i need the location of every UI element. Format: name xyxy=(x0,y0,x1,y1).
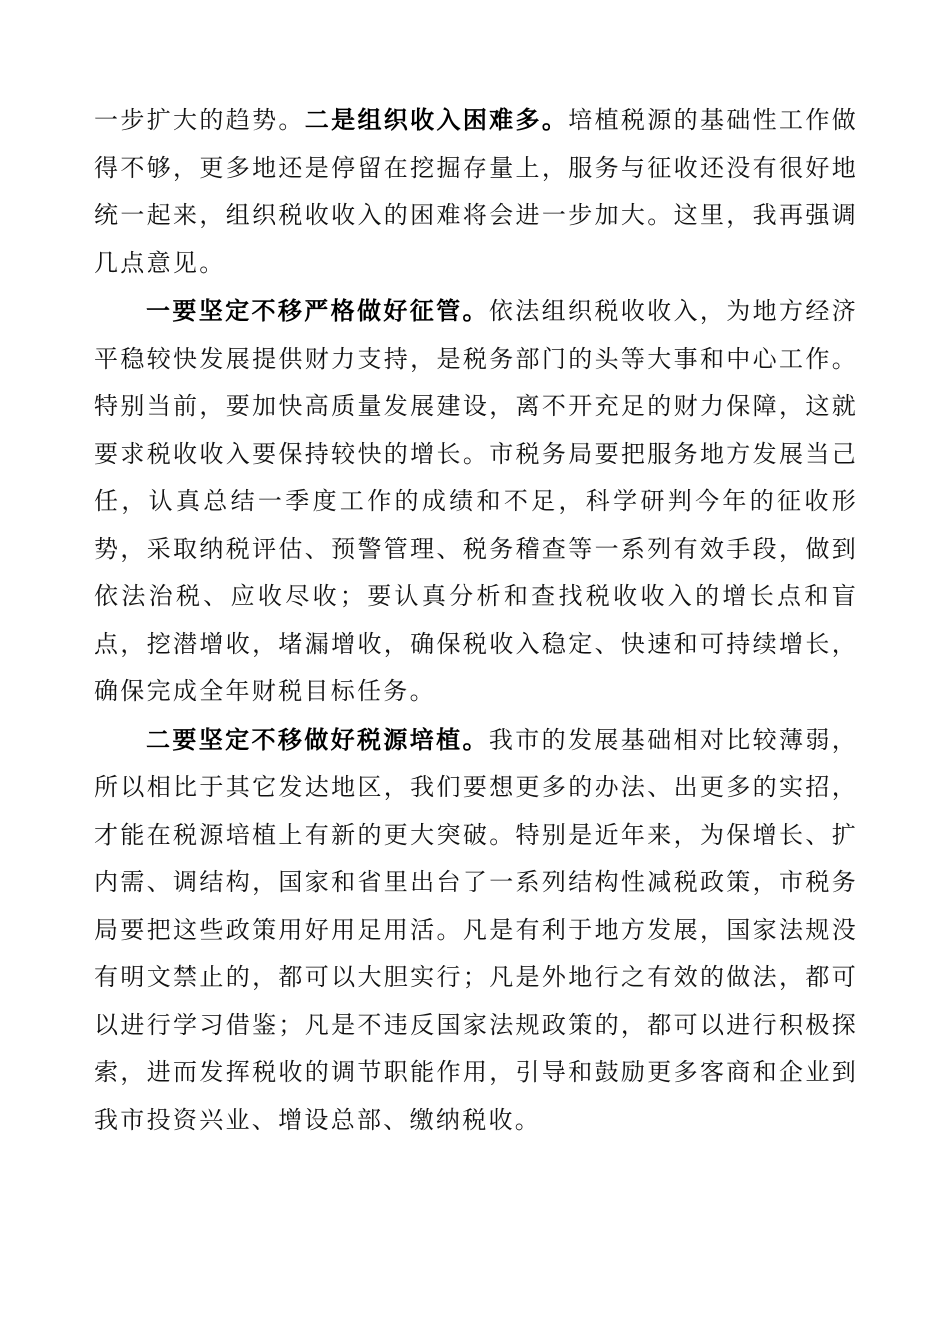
paragraph-1-body: 培植税源的基础性工作做得不够，更多地还是停留在挖掘存量上，服务与征收还没有很好地统一起来，组织税收收入的困难将会进一步加大。这里，我再强调几点意见。 xyxy=(94,106,858,277)
paragraph-1-lead: 二是组织收入困难多。 xyxy=(304,105,569,134)
document-page xyxy=(94,96,858,1144)
paragraph-3 xyxy=(94,716,858,1145)
paragraph-3-body: 我市的发展基础相对比较薄弱，所以相比于其它发达地区，我们要想更多的办法、出更多的实招，才能在税源培植上有新的更大突破。特别是近年来，为保增长、扩内需、调结构，国家和省里出台了一系列结构性减税政策，市税务局要把这些政策用好用足用活。凡是有利于地方发展，国家法规没有明文禁止的，都可以大胆实行；凡是外地行之有效的做法，都可以进行学习借鉴；凡是不违反国家法规政策的，都可以进行积极探索，进而发挥税收的调节职能作用，引导和鼓励更多客商和企业到我市投资兴业、增设总部、缴纳税收。 xyxy=(94,725,859,1134)
paragraph-1-prefix: 一步扩大的趋势。 xyxy=(94,106,305,134)
paragraph-1 xyxy=(94,96,858,287)
paragraph-2 xyxy=(94,287,858,716)
paragraph-2-body: 依法组织税收收入，为地方经济平稳较快发展提供财力支持，是税务部门的头等大事和中心工作。特别当前，要加快高质量发展建设，离不开充足的财力保障，这就要求税收收入要保持较快的增长。市税务局要把服务地方发展当己任，认真总结一季度工作的成绩和不足，科学研判今年的征收形势，采取纳税评估、预警管理、税务稽查等一系列有效手段，做到依法治税、应收尽收；要认真分析和查找税收收入的增长点和盲点，挖潜增收，堵漏增收，确保税收入稳定、快速和可持续增长，确保完成全年财税目标任务。 xyxy=(94,297,859,705)
paragraph-2-lead: 一要坚定不移严格做好征管。 xyxy=(146,296,489,325)
paragraph-3-lead: 二要坚定不移做好税源培植。 xyxy=(146,724,489,754)
